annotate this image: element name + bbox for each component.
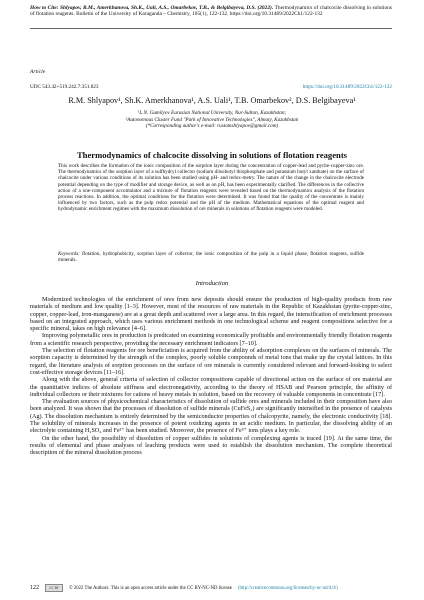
paragraph: The selection of flotation reagents for ore beneficiation is acquired from the ability of adsorption complexes on the surfaces of minerals. The sorption capacity is determined by the strength of the complex, poorly soluble compounds of metal ions that make up the crystal lattices. In this regard, the literature analysis of sorption processes on the surface of ore minerals is currently considered relevant and forward-looking to select cost-effective storage devices [11–16]. xyxy=(30,348,392,376)
paragraph: Along with the above, general criteria of selection of collector compositions capable of directional action on the surface of ore material are the quantitative indices of absolute stiffness and electronegativity, according to the theory of HSAB and Pearson principle, the affinity of individual collectors or their mixtures for cations of heavy metals in solution, based on the recovery of valuable components in concentrate [17]. xyxy=(30,377,392,398)
article-type-label: Article xyxy=(30,69,46,75)
paragraph: On the other hand, the possibility of dissolution of copper sulfides in solutions of complexing agents is traced [19]. At the same time, the results of elemental and phase analyses of leaching products were used to establish the dissolution mechanism. The complete theoretical description of the mineral dissolution process xyxy=(30,435,392,457)
affiliations xyxy=(0,110,424,130)
citation-prefix: How to Cite: xyxy=(30,5,59,11)
meta-line xyxy=(30,84,392,90)
body-text xyxy=(30,297,392,458)
cc-license-badge-icon: CC BY xyxy=(45,584,63,592)
keywords xyxy=(58,251,364,263)
page-number: 122 xyxy=(30,585,39,591)
paragraph: Improving polymetallic ores in production is predicated on examining economically profitable and environmentally friendly flotation reagents from a scientific research perspective, providing the necessary enrichment indicators [7–10]. xyxy=(30,333,392,347)
citation-block xyxy=(30,5,392,18)
corresponding-author: (*Corresponding author's e-mail: rustamshlyapov@gmail.com) xyxy=(145,123,279,130)
citation-authors: Shlyapov, R.M., Amerkhanova, Sh.K., Uali, A.S., Omarbekov, T.B., & Belgibayeva, D.S. (2022). xyxy=(59,5,274,11)
section-heading: Introduction xyxy=(195,280,229,287)
author-list: R.M. Shlyapov¹, Sh.K. Amerkhanova¹, A.S. Uali¹, T.B. Omarbekov², D.S. Belgibayeva¹ xyxy=(68,96,356,105)
citation-rest: Thermodynamics of chalcocite dissolving in solutions of flotation reagents. Bulletin of the University of Karaganda – Chemistry, 105(1), 122-132. https://doi.org/10.31489/2022Ch1/122-132 xyxy=(30,5,392,18)
paragraph: Modernized technologies of the enrichment of ores from new deposits should ensure the production of high-quality products from raw materials of medium and low quality [1–3]. However, most of the resources of raw materials in the Republic of Kazakhstan (pyrite-copper-zinc, copper, copper-lead, iron-manganese) are at a great depth and scattered over a large area. In this regard, the intensification of enrichment processes based on an integrated approach, which uses various enrichment methods in one technological scheme and reagent compositions selective for a specific mineral, takes on high relevance [4–6]. xyxy=(30,297,392,333)
affiliation-1: ¹L.N. Gumilyov Eurasian National University, Nur-Sultan, Kazakhstan; xyxy=(137,110,287,116)
paper-title: Thermodynamics of chalcocite dissolving in solutions of flotation reagents xyxy=(76,150,348,160)
keywords-label: Keywords: xyxy=(58,251,80,257)
top-divider xyxy=(30,28,392,29)
affiliation-2: ²Autonomous Cluster Fund "Park of Innovative Technologies", Almaty, Kazakhstan xyxy=(125,116,299,123)
udc-code: UDC 543.42+519.242.7:351.823 xyxy=(30,84,99,90)
page-footer xyxy=(30,584,392,592)
paragraph: The evaluation sources of physicochemical characteristics of dissolution of sulfide ores and minerals included in their composition have also been analyzed. It was shown that the processes of dissolution of sulfide minerals (CuFeS₂) are significantly intensified in the presence of catalysts (Ag). The dissolution mechanism is entirely determined by the semiconductor properties of chalcopyrite, namely, the electronic conductivity [18]. The solubility of minerals increases in the presence of potent oxidizing agents in an acidic medium. In particular, the dissolving ability of an electrolyte containing H₂SO₄ and Fe³⁺ has been studied. Moreover, the presence of Fe³⁺ ions plays a key role. xyxy=(30,399,392,435)
abstract: This work describes the formation of the ionic composition of the sorption layer during the concentration of copper-lead and pyrite-copper-zinc ore. The thermodynamics of the sorption layer of a sulfhydryl collector (sodium diisobutyl thiophosphate and potassium butyl xanthate) on the surface of chalcocite under various conditions of its solution has been studied using pH- and redox-metry. The nature of the change in the chalcocite electrode potential depending on the type of modifier and storage device, as well as on pH, has been experimentally clarified. The differences in the collective action of a one-component accumulator and a mixture of flotation reagents were revealed based on the thermodynamics analysis of the flotation process reactions. In addition, the optimal conditions for the flotation were determined. It was found that the quality of the concentrate is mainly influenced by two factors, such as the pulp redox potential and the pH of the medium. Mathematical equations of the optimal reagent and hydrodynamic enrichment regimes with the maximum dissolution of ore minerals in solutions of flotation reagents were modeled. xyxy=(58,163,364,213)
license-link[interactable]: (http://creativecommons.org/licenses/by-nc-nd/4.0/) xyxy=(237,585,338,591)
license-text: © 2022 The Authors. This is an open access article under the CC BY-NC-ND license xyxy=(69,585,232,591)
keywords-text: flotation, hydrophobicity, sorption layer of collector, the ionic composition of the pulp in a liquid phase, flotation reagents, sulfide minerals. xyxy=(58,251,364,264)
doi-link[interactable]: https://doi.org/10.31489/2022Ch1/122-132 xyxy=(302,84,392,90)
